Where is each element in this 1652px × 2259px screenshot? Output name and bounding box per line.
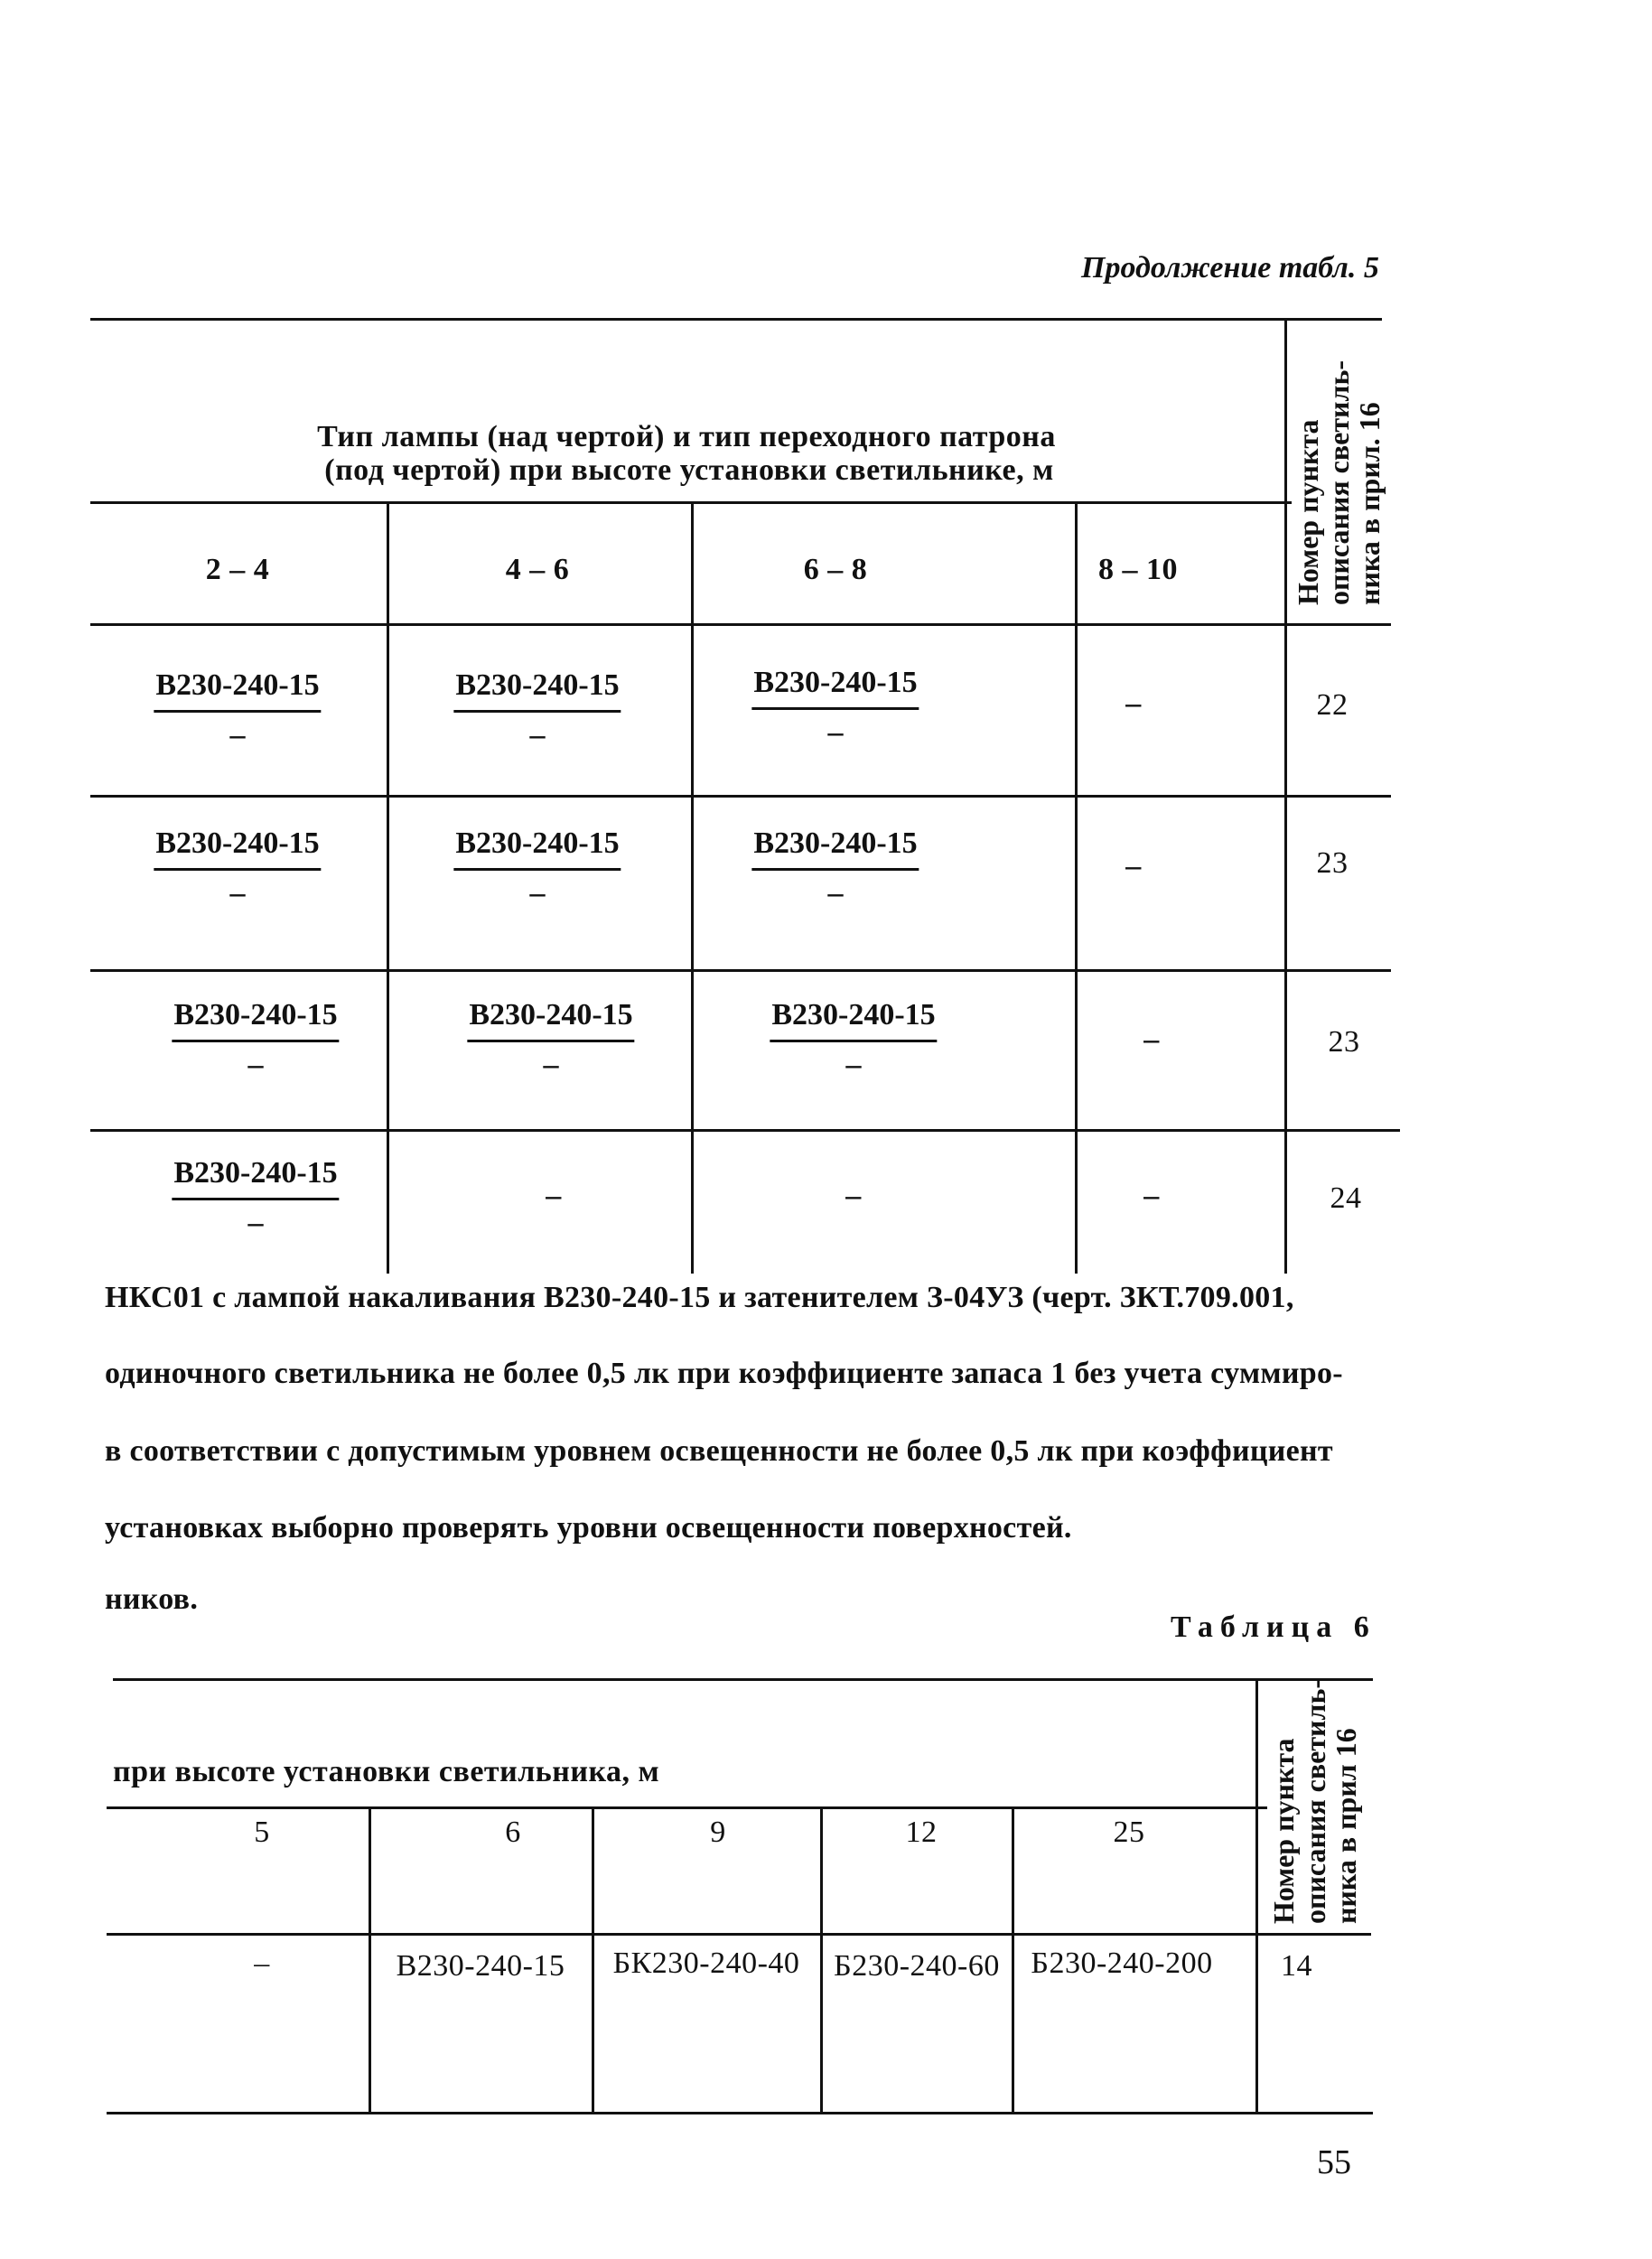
table6-col-header: 12 <box>905 1816 938 1849</box>
table5-cell: В230-240-15 – <box>155 668 320 751</box>
table5-side-header-1: Номер пункта <box>1292 419 1324 605</box>
table5-col-header: 2 – 4 <box>205 553 270 586</box>
table5-header-line-1: Тип лампы (над чертой) и тип переходного патрона <box>317 420 1056 453</box>
table5-side-header-2: описания светиль- <box>1322 359 1355 605</box>
table6-cell: Б230-240-60 <box>834 1949 1000 1983</box>
body-text-line: НКС01 с лампой накаливания В230-240-15 и затенителем З-04УЗ (черт. ЗКТ.709.001, <box>105 1281 1294 1314</box>
body-text-line: в соответствии с допустимым уровнем освещенности не более 0,5 лк при коэффициент <box>105 1434 1333 1468</box>
body-text-line: установках выборно проверять уровни освещенности поверхностей. <box>105 1511 1072 1545</box>
table5-row-number: 23 <box>1316 846 1349 880</box>
table5-cell: В230-240-15 – <box>455 826 620 910</box>
table6-side-header-1: Номер пункта <box>1267 1738 1300 1924</box>
table5-cell: – <box>1125 686 1142 720</box>
table5-cell: – <box>1143 1179 1160 1212</box>
table6-side-header-2: описания светиль- <box>1299 1678 1331 1924</box>
table5-row-number: 22 <box>1316 688 1349 722</box>
table6-cell: Б230-240-200 <box>1031 1946 1213 1980</box>
table5-col-header: 8 – 10 <box>1098 553 1178 586</box>
table6-caption: Таблица 6 <box>1171 1610 1377 1644</box>
table6-header: при высоте установки светильника, м <box>113 1755 660 1788</box>
table5-cell: – <box>1143 1022 1160 1056</box>
table5-cell: В230-240-15 – <box>771 998 936 1081</box>
table5-cell: – <box>546 1179 562 1212</box>
table6-col-header: 25 <box>1113 1816 1145 1849</box>
table5-col-header: 4 – 6 <box>505 553 570 586</box>
table6-col-header: 6 <box>505 1816 521 1849</box>
table5-header-line-2: (под чертой) при высоте установки светильнике, м <box>324 453 1054 487</box>
table6-cell: В230-240-15 <box>396 1949 565 1983</box>
table5-col-header: 6 – 8 <box>803 553 868 586</box>
table6-col-header: 5 <box>254 1816 270 1849</box>
body-text-line: одиночного светильника не более 0,5 лк при коэффициенте запаса 1 без учета суммиро- <box>105 1357 1343 1390</box>
table6-row-number: 14 <box>1281 1949 1312 1983</box>
body-text-line: ников. <box>105 1582 199 1616</box>
table6-side-header-3: ника в прил 16 <box>1330 1728 1362 1924</box>
table6-col-header: 9 <box>710 1816 726 1849</box>
table5-cell: В230-240-15 – <box>469 998 633 1081</box>
table6-cell: – <box>254 1946 270 1980</box>
table5-cell: В230-240-15 – <box>753 666 918 749</box>
table5-cell: В230-240-15 – <box>173 1156 338 1239</box>
table5-cell: В230-240-15 – <box>455 668 620 751</box>
table5-cell: – <box>1125 849 1142 882</box>
table5-cell: – <box>845 1179 862 1212</box>
table5-row-number: 23 <box>1328 1025 1360 1059</box>
table5-side-header-3: ника в прил. 16 <box>1353 402 1386 605</box>
page-number: 55 <box>1317 2143 1351 2181</box>
table5-cell: В230-240-15 – <box>753 826 918 910</box>
table-continuation-caption: Продолжение табл. 5 <box>1081 251 1379 285</box>
table5-row-number: 24 <box>1330 1181 1362 1215</box>
table5-cell: В230-240-15 – <box>173 998 338 1081</box>
table6-cell: БК230-240-40 <box>612 1946 800 1980</box>
table5-cell: В230-240-15 – <box>155 826 320 910</box>
